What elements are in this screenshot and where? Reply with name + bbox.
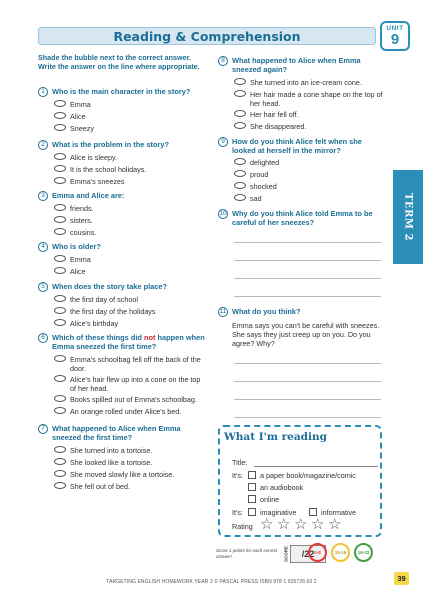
question-number: 7 xyxy=(38,424,48,434)
star-icon[interactable]: ☆ xyxy=(277,516,291,533)
option[interactable] xyxy=(54,124,204,133)
option-label: She turned into an ice-cream cone. xyxy=(250,78,362,87)
score-range-badge: 0-8 xyxy=(308,543,327,562)
question-text: How do you think Alice felt when she looked at herself in the mirror? xyxy=(232,137,362,155)
score-note: Score 1 points for each correct answer! xyxy=(216,548,278,559)
option[interactable] xyxy=(54,395,204,404)
answer-line[interactable] xyxy=(234,242,381,243)
question-number: 1 xyxy=(38,87,48,97)
question-1 xyxy=(38,87,210,96)
reading-log-title: What I'm reading xyxy=(224,431,327,443)
question-5 xyxy=(38,282,210,291)
term-label: TERM 2 xyxy=(402,193,414,241)
title-bar xyxy=(38,27,376,45)
option[interactable] xyxy=(54,165,204,174)
answer-bubble[interactable] xyxy=(54,355,66,362)
star-icon[interactable]: ☆ xyxy=(294,516,308,533)
option[interactable] xyxy=(54,446,204,455)
answer-line[interactable] xyxy=(234,399,381,400)
option-label: Emma's sneezes xyxy=(70,177,125,186)
genre-checkbox[interactable] xyxy=(309,508,317,516)
option-label: Books spilled out of Emma's schoolbag. xyxy=(70,395,197,404)
answer-bubble[interactable] xyxy=(234,158,246,165)
question-number: 10 xyxy=(219,210,227,217)
answer-bubble[interactable] xyxy=(54,446,66,453)
option-label: Alice is sleepy. xyxy=(70,153,118,162)
option-label: proud xyxy=(250,170,269,179)
question-4 xyxy=(38,242,210,251)
question-number: 9 xyxy=(218,137,228,147)
genre-label: imaginative xyxy=(260,508,297,517)
unit-badge xyxy=(380,21,410,51)
title-label: Title: xyxy=(232,458,248,467)
question-number: 2 xyxy=(38,140,48,150)
option-label: sisters. xyxy=(70,216,93,225)
question-prompt: Emma says you can't be careful with sneezes. She says they just creep up on you. Do you agree? Why? xyxy=(232,321,380,348)
answer-line[interactable] xyxy=(234,296,381,297)
option[interactable] xyxy=(54,319,204,328)
answer-bubble[interactable] xyxy=(54,177,66,184)
answer-line[interactable] xyxy=(234,381,381,382)
page-number: 39 xyxy=(394,572,409,585)
option-label: Alice xyxy=(70,267,86,276)
option-label: Sneezy xyxy=(70,124,94,133)
question-text: Why do you think Alice told Emma to be careful of her sneezes? xyxy=(232,209,373,227)
question-text: When does the story take place? xyxy=(52,282,167,291)
question-text: What happened to Alice when Emma sneezed the first time? xyxy=(52,424,181,442)
term-tab xyxy=(393,170,423,264)
option[interactable] xyxy=(234,194,384,203)
format-label: an audiobook xyxy=(260,483,304,492)
option[interactable] xyxy=(234,170,384,179)
option-label: She disappeared. xyxy=(250,122,307,131)
answer-bubble[interactable] xyxy=(54,470,66,477)
question-7 xyxy=(38,424,210,442)
answer-bubble[interactable] xyxy=(54,267,66,274)
option-label: Her hair made a cone shape on the top of her head. xyxy=(250,90,383,108)
option-label: Alice's birthday xyxy=(70,319,119,328)
option[interactable] xyxy=(54,177,204,186)
option-label: delighted xyxy=(250,158,280,167)
option[interactable] xyxy=(54,228,204,237)
option-label: She turned into a tortoise. xyxy=(70,446,153,455)
option[interactable] xyxy=(234,122,384,131)
genre-label: informative xyxy=(321,508,357,517)
answer-bubble[interactable] xyxy=(234,194,246,201)
option-label: She looked like a tortoise. xyxy=(70,458,153,467)
answer-line[interactable] xyxy=(234,417,381,418)
question-number: 4 xyxy=(38,242,48,252)
option[interactable] xyxy=(54,482,204,491)
question-2 xyxy=(38,140,210,149)
unit-label: UNIT xyxy=(386,25,404,32)
score-range-badge: 16-22 xyxy=(354,543,373,562)
option-label: Emma's schoolbag fell off the back of the door. xyxy=(70,355,201,373)
question-3 xyxy=(38,191,210,200)
answer-bubble[interactable] xyxy=(54,375,66,382)
option-label: friends. xyxy=(70,204,94,213)
answer-bubble[interactable] xyxy=(54,319,66,326)
option[interactable] xyxy=(234,182,384,191)
footer: TARGETING ENGLISH HOMEWORK YEAR 3 © PASCAL PRESS ISBN 978 1 925726 60 2 xyxy=(106,579,317,585)
title-line[interactable] xyxy=(254,466,378,467)
answer-bubble[interactable] xyxy=(234,182,246,189)
answer-bubble[interactable] xyxy=(54,458,66,465)
format-label: a paper book/magazine/comic xyxy=(260,471,356,480)
question-number: 6 xyxy=(38,333,48,343)
score-range-badge: 10-16 xyxy=(331,543,350,562)
question-9 xyxy=(218,137,383,155)
question-text: Who is older? xyxy=(52,242,101,251)
option[interactable] xyxy=(54,407,204,416)
answer-bubble[interactable] xyxy=(54,295,66,302)
answer-bubble[interactable] xyxy=(54,307,66,314)
score-box[interactable]: /22 xyxy=(290,545,326,563)
answer-bubble[interactable] xyxy=(54,204,66,211)
option[interactable] xyxy=(234,78,384,87)
answer-bubble[interactable] xyxy=(54,124,66,131)
answer-bubble[interactable] xyxy=(54,100,66,107)
option-label: It is the school holidays. xyxy=(70,165,147,174)
question-8 xyxy=(218,56,383,74)
option[interactable] xyxy=(54,255,204,264)
option-label: sad xyxy=(250,194,262,203)
option[interactable] xyxy=(54,267,204,276)
option[interactable] xyxy=(54,216,204,225)
answer-bubble[interactable] xyxy=(54,216,66,223)
option-label: shocked xyxy=(250,182,277,191)
question-text-part: happen when Emma sneezed the first time? xyxy=(52,333,205,351)
answer-bubble[interactable] xyxy=(54,228,66,235)
question-text-part: Which of these things did xyxy=(52,333,144,342)
unit-number: 9 xyxy=(390,31,400,48)
option[interactable] xyxy=(54,458,204,467)
answer-bubble[interactable] xyxy=(54,112,66,119)
its-label: It's: xyxy=(232,508,243,517)
option[interactable] xyxy=(54,470,204,479)
question-11 xyxy=(218,307,383,316)
option[interactable] xyxy=(54,204,204,213)
star-icon[interactable]: ☆ xyxy=(328,516,342,533)
reading-log-box xyxy=(218,425,382,537)
format-checkbox[interactable] xyxy=(248,471,256,479)
answer-line[interactable] xyxy=(234,363,381,364)
question-text: What do you think? xyxy=(232,307,301,316)
score-label xyxy=(282,545,290,563)
question-number: 11 xyxy=(219,308,227,315)
option-label: She fell out of bed. xyxy=(70,482,130,491)
option[interactable] xyxy=(54,355,204,373)
answer-bubble[interactable] xyxy=(54,165,66,172)
question-text: What happened to Alice when Emma sneezed again? xyxy=(232,56,361,74)
option-label: She moved slowly like a tortoise. xyxy=(70,470,175,479)
option[interactable] xyxy=(54,307,204,316)
option-label: Emma xyxy=(70,100,91,109)
option-label: cousins. xyxy=(70,228,97,237)
answer-bubble[interactable] xyxy=(54,482,66,489)
option-label: the first day of the holidays xyxy=(70,307,156,316)
score-label-text: SCORE xyxy=(283,545,289,563)
answer-line[interactable] xyxy=(234,278,381,279)
question-number: 8 xyxy=(218,56,228,66)
option[interactable] xyxy=(54,112,204,121)
question-number: 5 xyxy=(38,282,48,292)
answer-bubble[interactable] xyxy=(234,90,246,97)
option[interactable] xyxy=(54,153,204,162)
option-label: An orange rolled under Alice's bed. xyxy=(70,407,182,416)
option[interactable] xyxy=(54,375,204,393)
question-text xyxy=(38,333,210,351)
its-label: It's: xyxy=(232,471,243,480)
instructions: Shade the bubble next to the correct answer. Write the answer on the line where appropriate. xyxy=(38,53,200,71)
format-checkbox[interactable] xyxy=(248,495,256,503)
format-label: online xyxy=(260,495,280,504)
emphasis-word: not xyxy=(143,333,156,342)
answer-line[interactable] xyxy=(234,260,381,261)
option[interactable] xyxy=(234,158,384,167)
option-label: Her hair fell off. xyxy=(250,110,299,119)
format-checkbox[interactable] xyxy=(248,483,256,491)
answer-bubble[interactable] xyxy=(54,407,66,414)
genre-checkbox[interactable] xyxy=(248,508,256,516)
option[interactable] xyxy=(234,90,384,108)
question-number: 3 xyxy=(38,191,48,201)
option[interactable] xyxy=(54,100,204,109)
answer-bubble[interactable] xyxy=(234,78,246,85)
star-icon[interactable]: ☆ xyxy=(311,516,325,533)
option-label: Alice xyxy=(70,112,86,121)
answer-bubble[interactable] xyxy=(234,170,246,177)
answer-bubble[interactable] xyxy=(234,122,246,129)
question-6 xyxy=(38,333,210,351)
rating-label: Rating xyxy=(232,522,253,531)
question-text: Emma and Alice are: xyxy=(52,191,125,200)
option-label: Alice's hair flew up into a cone on the top of her head. xyxy=(70,375,201,393)
question-text: What is the problem in the story? xyxy=(52,140,170,149)
option[interactable] xyxy=(234,110,384,119)
answer-bubble[interactable] xyxy=(234,110,246,117)
page-title: Reading & Comprehension xyxy=(113,29,301,44)
answer-bubble[interactable] xyxy=(54,255,66,262)
answer-bubble[interactable] xyxy=(54,395,66,402)
star-icon[interactable]: ☆ xyxy=(260,516,274,533)
question-text: Who is the main character in the story? xyxy=(52,87,191,96)
option[interactable] xyxy=(54,295,204,304)
option-label: Emma xyxy=(70,255,91,264)
option-label: the first day of school xyxy=(70,295,138,304)
answer-bubble[interactable] xyxy=(54,153,66,160)
question-10 xyxy=(218,209,383,227)
